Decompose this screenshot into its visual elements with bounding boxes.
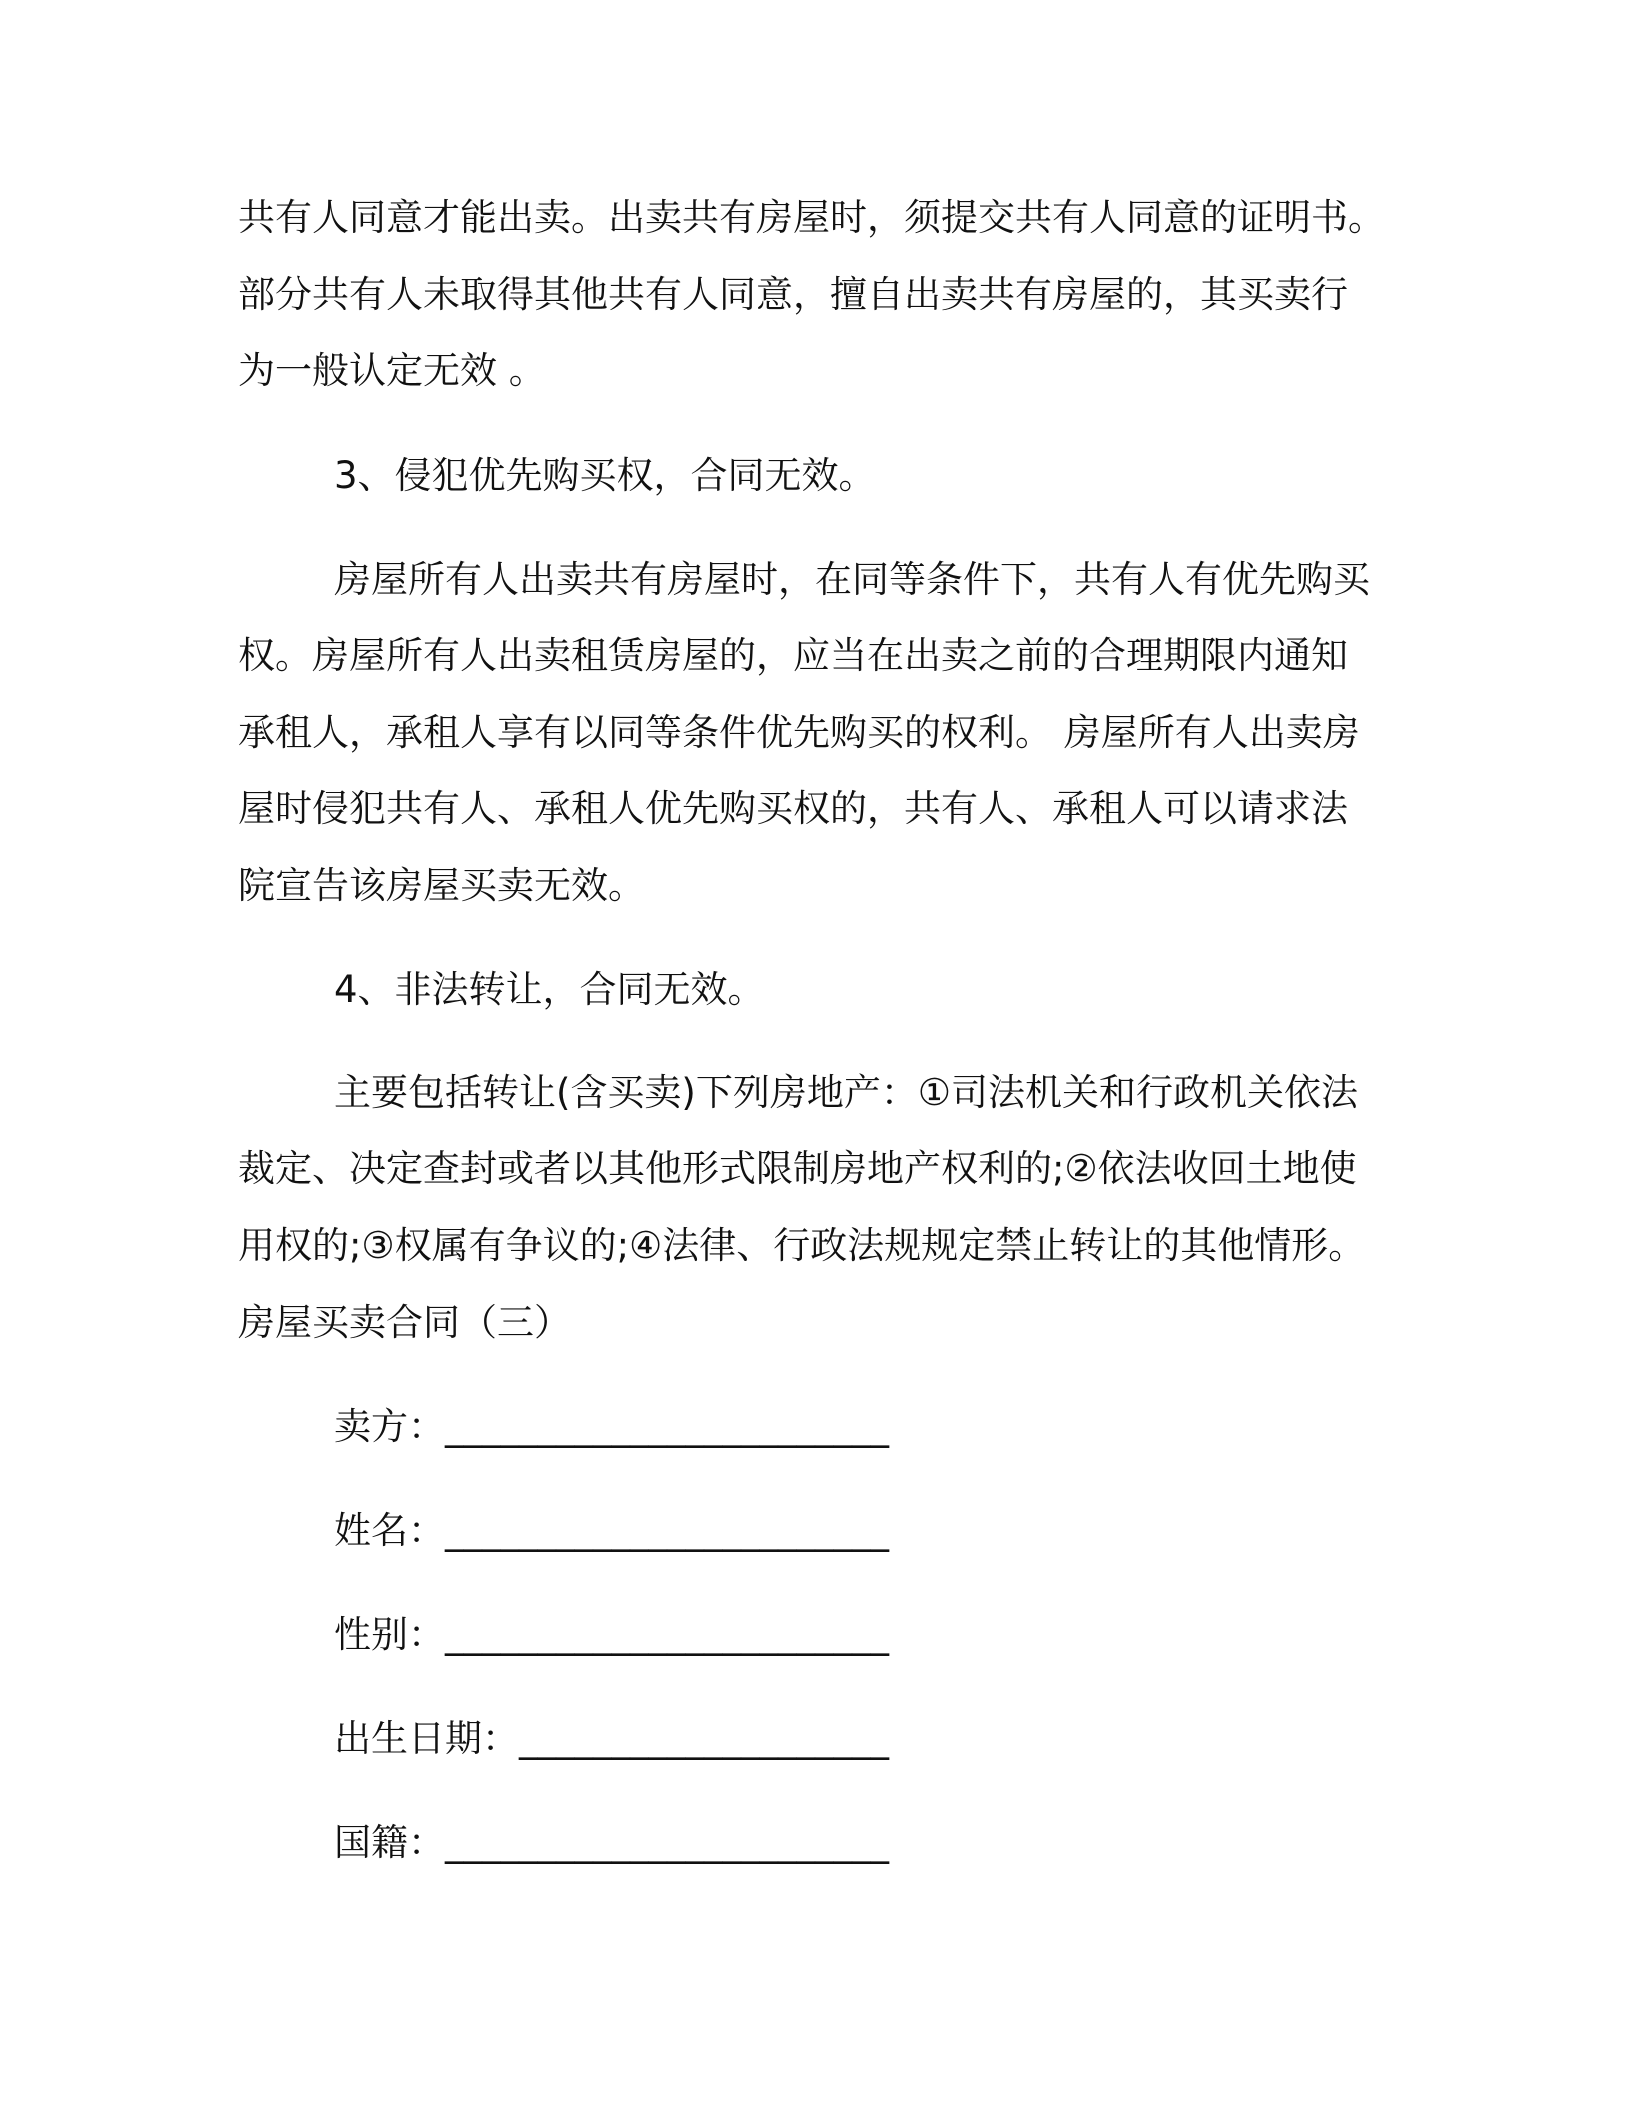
contract-title: 房屋买卖合同（三） [238, 1301, 571, 1344]
form-field-gender: 性别：________________________ [334, 1613, 889, 1656]
paragraph-1-line-3: 为一般认定无效 。 [238, 349, 546, 392]
paragraph-3-line-2: 裁定、决定查封或者以其他形式限制房地产权利的;②依法收回土地使 [238, 1147, 1357, 1190]
paragraph-2-line-1: 房屋所有人出卖共有房屋时，在同等条件下，共有人有优先购买 [334, 558, 1370, 601]
paragraph-1-line-1: 共有人同意才能出卖。出卖共有房屋时，须提交共有人同意的证明书。 [238, 196, 1385, 239]
form-field-nationality: 国籍：________________________ [334, 1821, 889, 1864]
paragraph-2-line-5: 院宣告该房屋买卖无效。 [238, 864, 645, 907]
paragraph-2-line-3: 承租人，承租人享有以同等条件优先购买的权利。 房屋所有人出卖房 [238, 711, 1360, 754]
form-field-birth-date: 出生日期：____________________ [334, 1717, 889, 1760]
paragraph-3-line-1: 主要包括转让(含买卖)下列房地产：①司法机关和行政机关依法 [334, 1071, 1359, 1114]
paragraph-3-line-3: 用权的;③权属有争议的;④法律、行政法规规定禁止转让的其他情形。 [238, 1224, 1366, 1267]
form-field-name: 姓名：________________________ [334, 1509, 889, 1552]
paragraph-2-line-4: 屋时侵犯共有人、承租人优先购买权的，共有人、承租人可以请求法 [238, 787, 1348, 830]
section-heading-3: 3、侵犯优先购买权，合同无效。 [334, 454, 876, 497]
form-field-seller: 卖方：________________________ [334, 1405, 889, 1448]
paragraph-1-line-2: 部分共有人未取得其他共有人同意，擅自出卖共有房屋的，其买卖行 [238, 273, 1348, 316]
paragraph-2-line-2: 权。房屋所有人出卖租赁房屋的，应当在出卖之前的合理期限内通知 [238, 634, 1348, 677]
section-heading-4: 4、非法转让，合同无效。 [334, 968, 765, 1011]
